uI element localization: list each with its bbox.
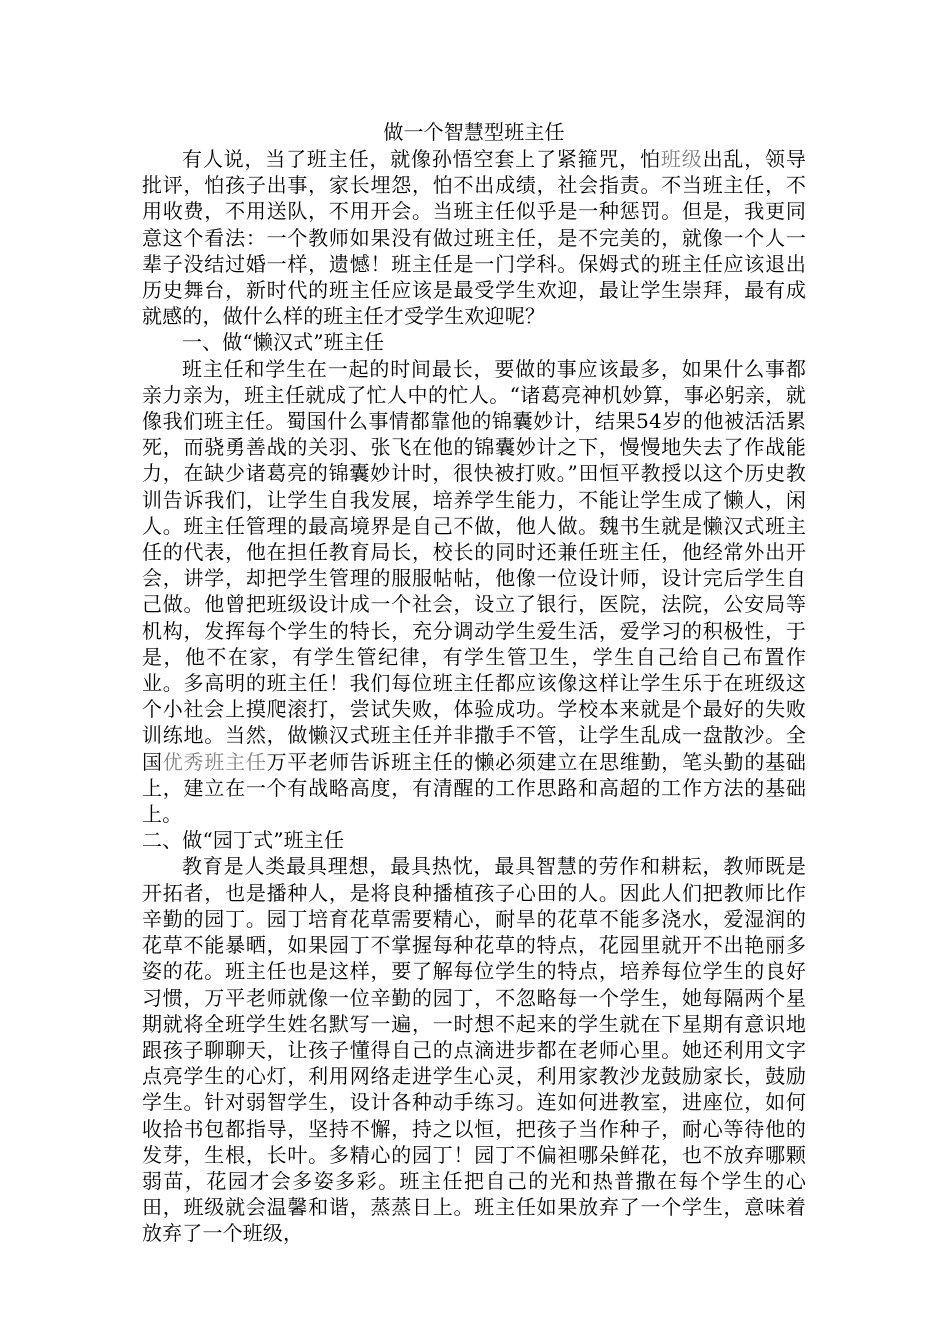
section1-text-2: 万平老师告诉班主任的懒必须建立在思维勤，笔头勤的基础上，建立在一个有战略高度，有清醒的工作思路和高超的工作方法的基础上。 <box>142 749 807 827</box>
section2-paragraph: 教育是人类最具理想，最具热忱，最具智慧的劳作和耕耘，教师既是开拓者，也是播种人，是将良种播植孩子心田的人。因此人们把教师比作辛勤的园丁。园丁培育花草需要精心，耐旱的花草不能多浇水，爱湿润的花草不能暴晒，如果园丁不掌握每种花草的特点，花园里就开不出艳丽多姿的花。班主任也是这样，要了解每位学生的特点，培养每位学生的良好习惯，万平老师就像一位辛勤的园丁，不忽略每一个学生，她每隔两个星期就将全班学生姓名默写一遍，一时想不起来的学生就在下星期有意识地跟孩子聊聊天，让孩子懂得自己的点滴进步都在老师心里。她还利用文字点亮学生的心灯，利用网络走进学生心灵，利用家教沙龙鼓励家长，鼓励学生。针对弱智学生，设计各种动手练习。连如何进教室，进座位，如何收拾书包都指导，坚持不懈，持之以恒，把孩子当作种子，耐心等待他的发芽，生根，长叶。多精心的园丁！园丁不偏袒哪朵鲜花，也不放弃哪颗弱苗，花园才会多姿多彩。班主任把自己的光和热普撒在每个学生的心田，班级就会温馨和谐，蒸蒸日上。班主任如果放弃了一个学生，意味着放弃了一个班级， <box>142 854 806 1246</box>
document-title: 做一个智慧型班主任 <box>383 120 565 144</box>
intro-paragraph <box>142 146 806 329</box>
document-page <box>142 118 806 1247</box>
section1-text-1: 班主任和学生在一起的时间最长，要做的事应该最多，如果什么事都亲力亲为，班主任就成了忙人中的忙人。“诸葛亮神机妙算，事必躬亲，就像我们班主任。蜀国什么事情都靠他的锦囊妙计，结果54岁的他被活活累死，而骁勇善战的关羽、张飞在他的锦囊妙计之下，慢慢地失去了作战能力，在缺少诸葛亮的锦囊妙计时，很快被打败。”田恒平教授以这个历史教训告诉我们，让学生自我发展，培养学生能力，不能让学生成了懒人，闲人。班主任管理的最高境界是自己不做，他人做。魏书生就是懒汉式班主任的代表，他在担任教育局长，校长的同时还兼任班主任，他经常外出开会，讲学，却把学生管理的服服帖帖，他像一位设计师，设计完后学生自己做。他曾把班级设计成一个社会，设立了银行，医院，法院，公安局等机构，发挥每个学生的特长，充分调动学生爱生活，爱学习的积极性，于是，他不在家，有学生管纪律，有学生管卫生，学生自己给自己布置作业。多高明的班主任！我们每位班主任都应该像这样让学生乐于在班级这个小社会上摸爬滚打，尝试失败，体验成功。学校本来就是个最好的失败训练地。当然，做懒汉式班主任并非撒手不管，让学生乱成一盘散沙。全国 <box>142 356 806 774</box>
section1-paragraph <box>142 356 806 828</box>
section2-heading: 二、做“园丁式”班主任 <box>142 828 345 853</box>
class-link[interactable]: 班级 <box>660 147 703 171</box>
section1-heading: 一、做“懒汉式”班主任 <box>182 330 385 355</box>
intro-text-1: 有人说，当了班主任，就像孙悟空套上了紧箍咒，怕 <box>182 147 661 171</box>
intro-text-2: 出乱，领导批评，怕孩子出事，家长埋怨，怕不出成绩，社会指责。不当班主任，不用收费，不用送队，不用开会。当班主任似乎是一种惩罚。但是，我更同意这个看法：一个教师如果没有做过班主任，是不完美的，就像一个人一辈子没结过婚一样，遗憾！班主任是一门学科。保姆式的班主任应该退出历史舞台，新时代的班主任应该是最受学生欢迎，最让学生崇拜，最有成就感的，做什么样的班主任才受学生欢迎呢？ <box>142 147 806 329</box>
excellent-teacher-link[interactable]: 优秀班主任 <box>162 749 267 774</box>
